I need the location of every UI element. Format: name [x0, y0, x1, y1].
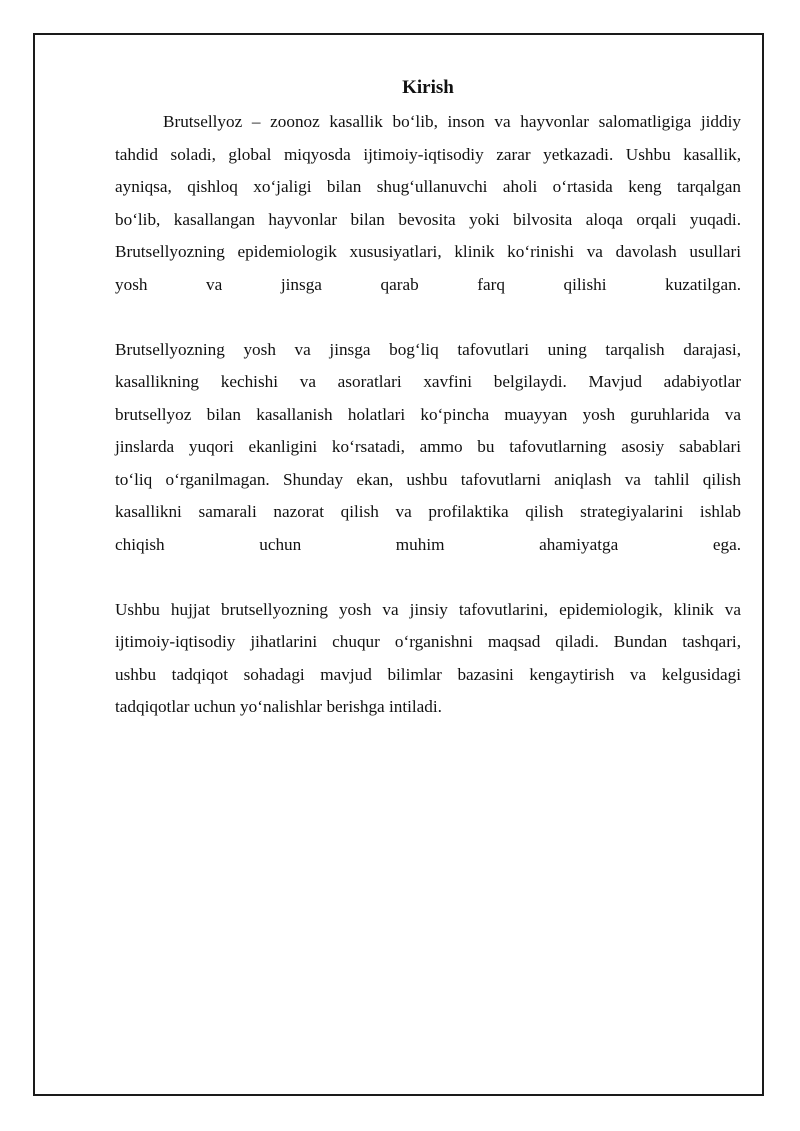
text-line: to‘liq o‘rganilmagan. Shunday ekan, ushbu tafovutlarni aniqlash va tahlil qilish — [115, 469, 741, 489]
text-line: jinslarda yuqori ekanligini ko‘rsatadi, ammo bu tafovutlarning asosiy sabablari — [115, 437, 741, 456]
text-line: tahdid soladi, global miqyosda ijtimoiy-iqtisodiy zarar yetkazadi. Ushbu kasallik, — [115, 144, 741, 164]
text-line: bo‘lib, kasallangan hayvonlar bilan bevosita yoki bilvosita aloqa orqali yuqadi. — [115, 209, 741, 229]
text-line: brutsellyoz bilan kasallanish holatlari ko‘pincha muayyan yosh guruhlarida va — [115, 404, 741, 424]
paragraph-3 — [115, 594, 741, 724]
document-body — [115, 76, 741, 724]
text-line: Brutsellyoz – zoonoz kasallik bo‘lib, inson va hayvonlar salomatligiga jiddiy — [163, 112, 741, 131]
text-line: Brutsellyozning yosh va jinsga bog‘liq tafovutlari uning tarqalish darajasi, — [115, 339, 741, 359]
paragraph-1 — [115, 106, 741, 301]
paragraph-2 — [115, 334, 741, 562]
text-line: ushbu tadqiqot sohadagi mavjud bilimlar bazasini kengaytirish va kelgusidagi — [115, 664, 741, 684]
text-line: ijtimoiy-iqtisodiy jihatlarini chuqur o‘rganishni maqsad qiladi. Bundan tashqari, — [115, 632, 741, 651]
paragraph-spacer — [115, 301, 741, 334]
text-line: chiqish uchun muhim ahamiyatga ega. — [115, 534, 741, 554]
text-line: Ushbu hujjat brutsellyozning yosh va jinsiy tafovutlarini, epidemiologik, klinik va — [115, 599, 741, 619]
paragraph-spacer — [115, 561, 741, 594]
page-title: Kirish — [402, 77, 454, 98]
text-line: yosh va jinsga qarab farq qilishi kuzatilgan. — [115, 274, 741, 294]
text-line: tadqiqotlar uchun yo‘nalishlar berishga intiladi. — [115, 697, 442, 716]
text-line: kasallikning kechishi va asoratlari xavfini belgilaydi. Mavjud adabiyotlar — [115, 372, 741, 391]
text-line: kasallikni samarali nazorat qilish va profilaktika qilish strategiyalarini ishlab — [115, 502, 741, 521]
text-line: ayniqsa, qishloq xo‘jaligi bilan shug‘ullanuvchi aholi o‘rtasida keng tarqalgan — [115, 177, 741, 196]
text-line: Brutsellyozning epidemiologik xususiyatlari, klinik ko‘rinishi va davolash usullari — [115, 242, 741, 261]
